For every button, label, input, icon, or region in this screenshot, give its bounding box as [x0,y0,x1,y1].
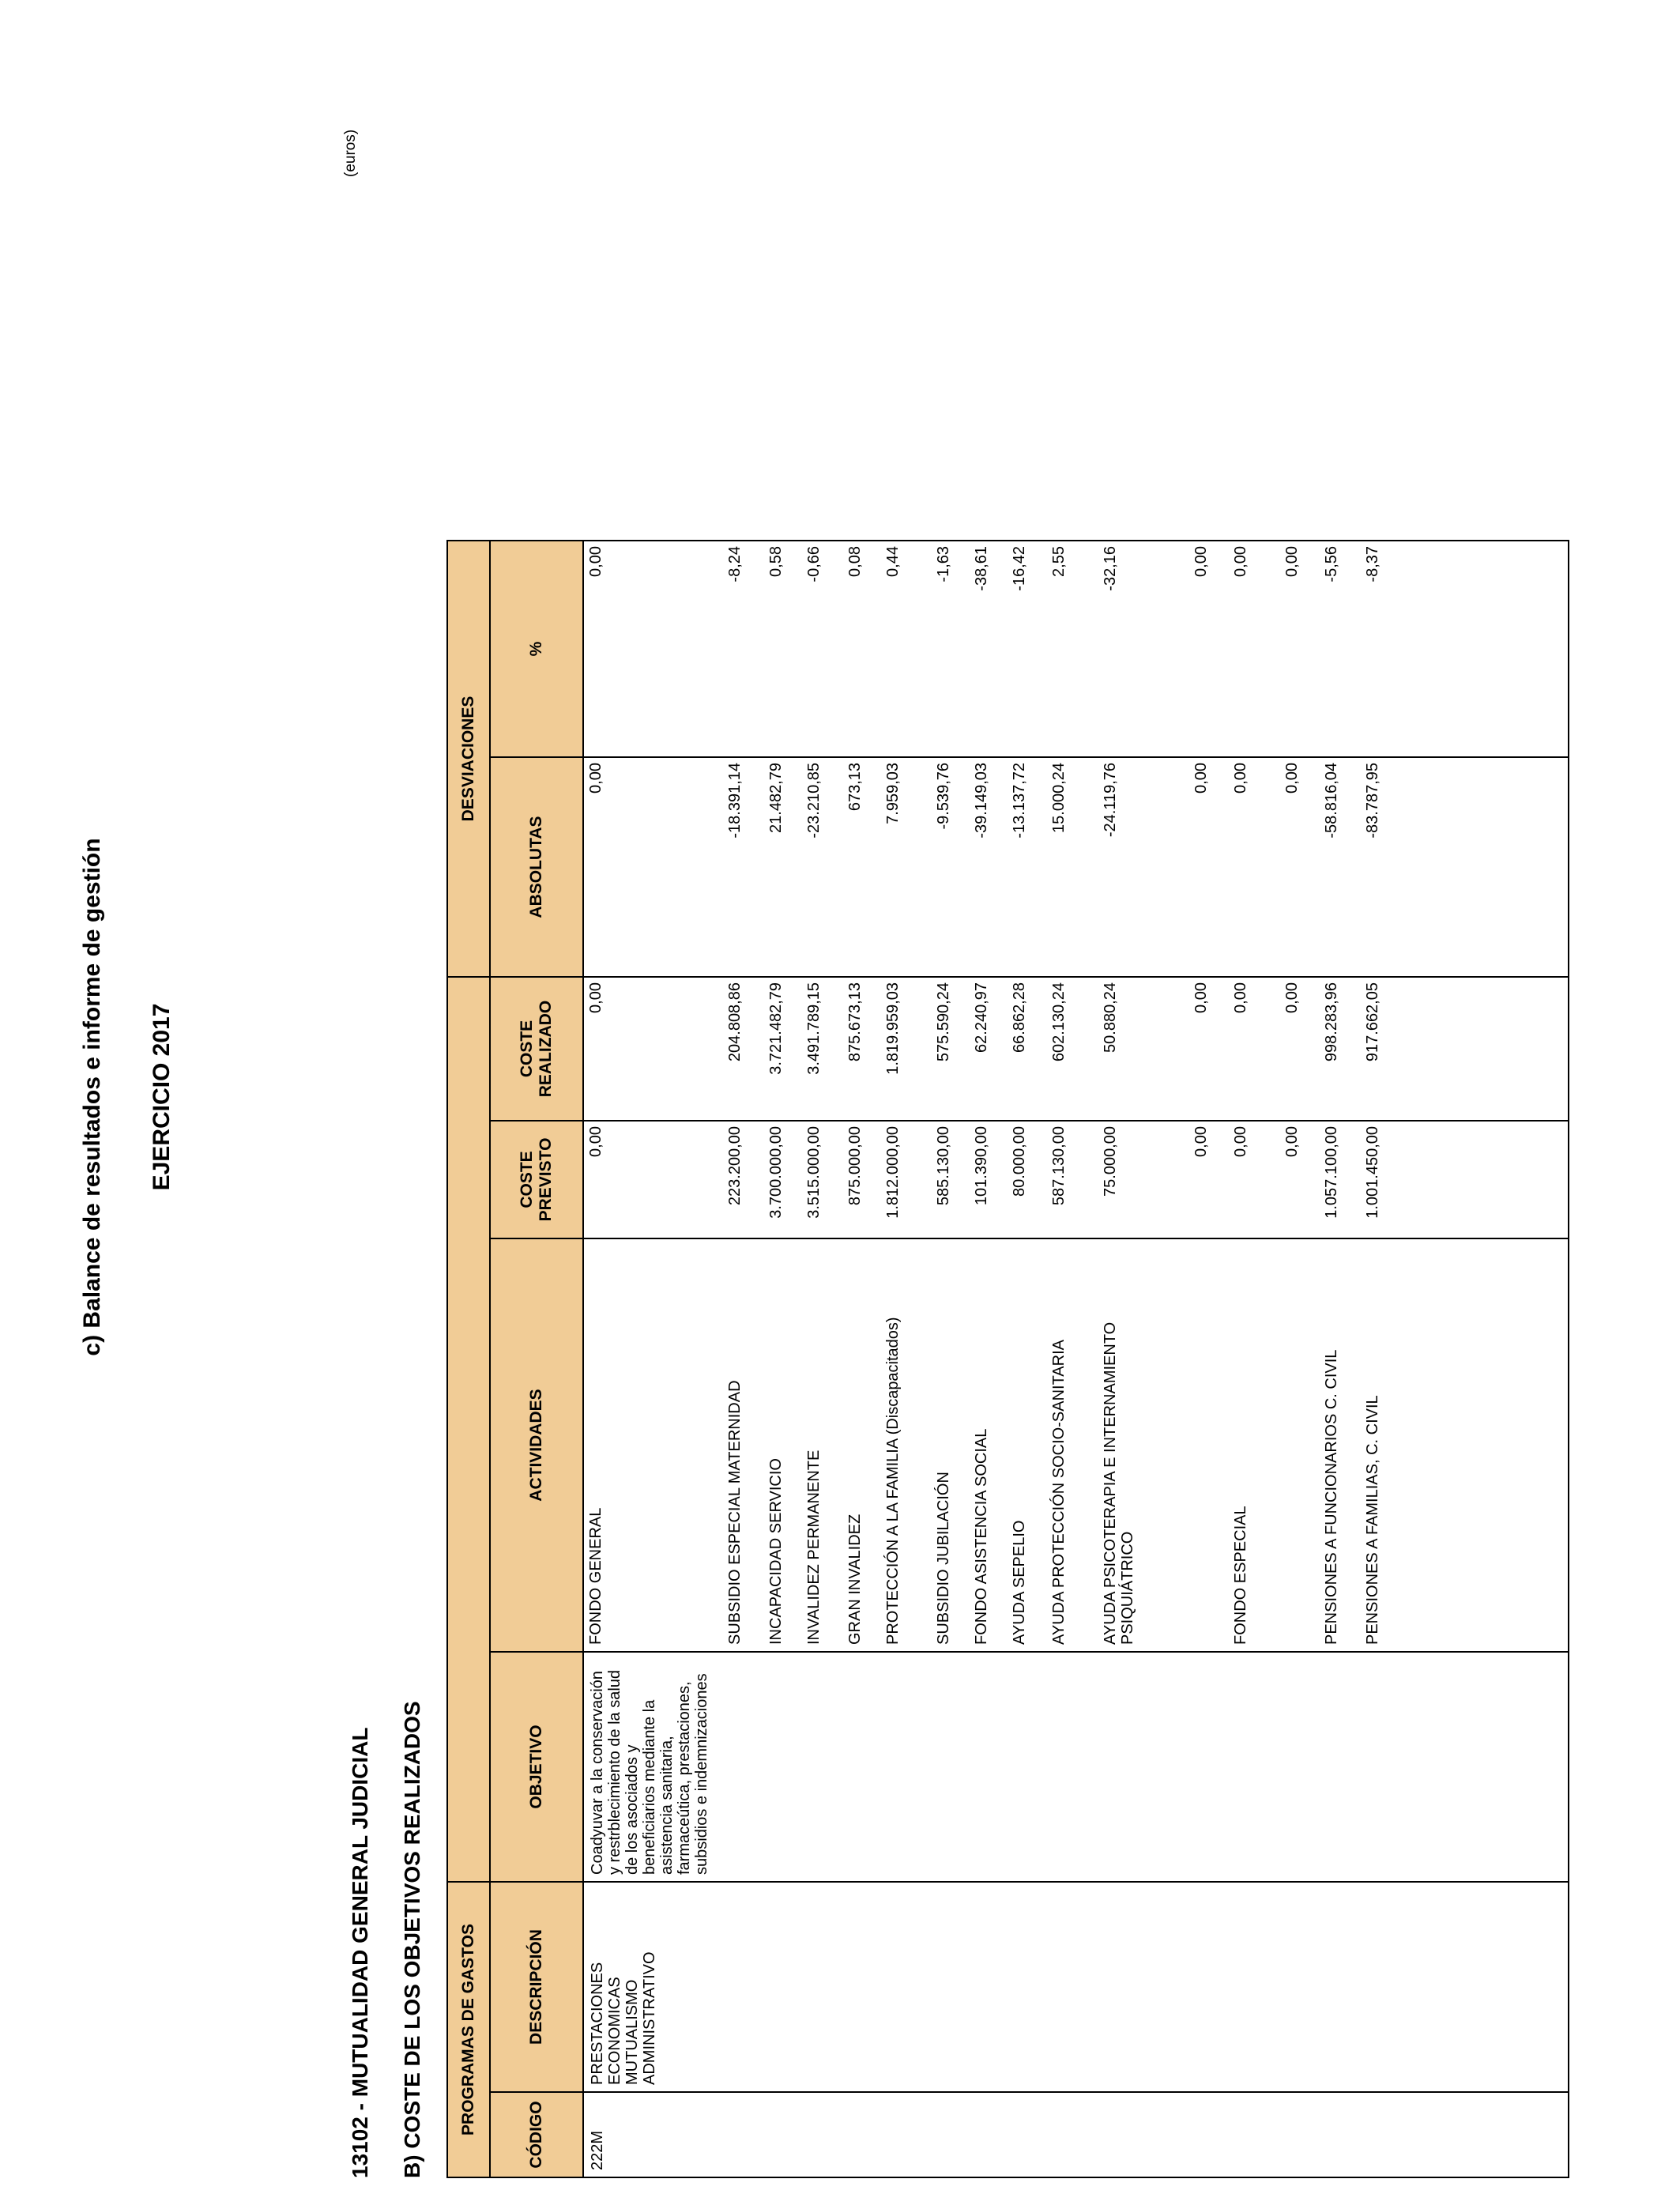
descripcion-value: PRESTACIONES ECONOMICAS MUTUALISMO ADMINISTRATIVO [589,1951,658,2085]
absolutas-value: -18.391,14 [726,763,744,839]
objetivo-cell [583,1652,1569,1882]
activity-label: AYUDA PSICOTERAPIA E INTERNAMIENTO PSIQUIÁTRICO [1102,1321,1136,1645]
activity-label: GRAN INVALIDEZ [846,1514,864,1645]
porcentaje-value: 0,00 [587,546,605,577]
activity-label: SUBSIDIO JUBILACIÓN [935,1472,952,1645]
porcentaje-cell [583,541,1569,757]
cost-table [446,540,1569,2178]
coste-realizado-value: 575.590,24 [935,982,952,1062]
absolutas-value: -13.137,72 [1011,763,1028,839]
coste-previsto-value: 0,00 [1283,1126,1301,1157]
codigo-header: CÓDIGO [490,2092,583,2177]
descripcion-cell [583,1882,1569,2092]
coste-realizado-value: 602.130,24 [1050,982,1068,1062]
blank-group-header [447,977,490,1882]
coste-realizado-value: 3.721.482,79 [767,982,785,1075]
coste-previsto-value: 3.515.000,00 [805,1126,823,1219]
porcentaje-value: -16,42 [1011,546,1028,591]
activity-label: AYUDA SEPELIO [1011,1520,1028,1645]
coste-realizado-value: 0,00 [587,982,605,1013]
coste-realizado-cell [583,977,1569,1121]
units-note: (euros) [342,129,359,177]
actividades-header: ACTIVIDADES [490,1238,583,1652]
absolutas-value: 0,00 [1283,763,1301,794]
objetivo-value: Coadyuvar a la conservación y restrblecimiento de la salud de los asociados y beneficiarios mediante la asistencia sanitaria, farmaceútica, prestaciones, subsidios e indemnizaciones [589,1669,710,1875]
absolutas-value: -24.119,76 [1102,763,1119,838]
coste-realizado-value: 66.862,28 [1011,982,1028,1053]
absolutas-value: -9.539,76 [935,763,952,830]
porcentaje-value: -38,61 [973,546,990,591]
porcentaje-value: 0,08 [846,546,864,577]
activity-label: AYUDA PROTECCIÓN SOCIO-SANITARIA [1050,1340,1068,1645]
coste-realizado-value: 50.880,24 [1102,982,1119,1053]
absolutas-value: -58.816,04 [1323,763,1340,839]
porcentaje-value: -1,63 [935,546,952,582]
codigo-value: 222M [589,2130,606,2170]
coste-previsto-value: 223.200,00 [726,1126,744,1206]
porcentaje-value: -8,37 [1364,546,1381,582]
coste-previsto-value: 0,00 [587,1126,605,1157]
absolutas-value: 0,00 [1232,763,1249,794]
porcentaje-value: 0,58 [767,546,785,577]
porcentaje-value: 0,00 [1283,546,1301,577]
coste-realizado-value: 0,00 [1232,982,1249,1013]
activity-label: INCAPACIDAD SERVICIO [767,1458,785,1645]
activity-label: FONDO GENERAL [587,1507,605,1645]
coste-realizado-header: COSTE REALIZADO [490,977,583,1121]
entity-title: 13102 - MUTUALIDAD GENERAL JUDICIAL [348,1727,372,2178]
coste-previsto-value: 101.390,00 [973,1126,990,1206]
absolutas-cell [583,757,1569,977]
coste-previsto-value: 0,00 [1232,1126,1249,1157]
porcentaje-value: -5,56 [1323,546,1340,582]
absolutas-value: -23.210,85 [805,763,823,839]
activity-label: FONDO ESPECIAL [1232,1506,1249,1645]
porcentaje-value: 2,55 [1050,546,1068,577]
absolutas-value: 7.959,03 [884,763,902,824]
coste-previsto-value: 80.000,00 [1011,1126,1028,1197]
absolutas-value: 21.482,79 [767,763,785,833]
coste-previsto-value: 1.001.450,00 [1364,1126,1381,1219]
table-row [583,541,1569,2177]
coste-previsto-cell [583,1121,1569,1238]
coste-realizado-value: 1.819.959,03 [884,982,902,1075]
porcentaje-value: -32,16 [1102,546,1119,591]
absolutas-value: 0,00 [587,763,605,794]
descripcion-header: DESCRIPCIÓN [490,1882,583,2092]
coste-previsto-value: 0,00 [1192,1126,1210,1157]
activity-label: FONDO ASISTENCIA SOCIAL [973,1428,990,1645]
coste-realizado-value: 62.240,97 [973,982,990,1053]
objetivo-header: OBJETIVO [490,1652,583,1882]
coste-realizado-value: 3.491.789,15 [805,982,823,1075]
page-title: c) Balance de resultados e informe de gestión [79,838,105,1356]
actividades-cell [583,1238,1569,1652]
coste-realizado-value: 0,00 [1192,982,1210,1013]
section-title: B) COSTE DE LOS OBJETIVOS REALIZADOS [400,1701,424,2178]
coste-realizado-value: 917.662,05 [1364,982,1381,1062]
absolutas-value: -83.787,95 [1364,763,1381,839]
coste-previsto-header: COSTE PREVISTO [490,1121,583,1238]
coste-previsto-value: 875.000,00 [846,1126,864,1206]
absolutas-value: 673,13 [846,763,864,812]
porcentaje-value: 0,00 [1232,546,1249,577]
coste-previsto-value: 1.812.000,00 [884,1126,902,1219]
absolutas-value: -39.149,03 [973,763,990,839]
porcentaje-header: % [490,541,583,757]
activity-label: PROTECCIÓN A LA FAMILIA (Discapacitados) [884,1317,902,1645]
absolutas-value: 15.000,24 [1050,763,1068,833]
coste-realizado-value: 998.283,96 [1323,982,1340,1062]
absolutas-value: 0,00 [1192,763,1210,794]
activity-label: INVALIDEZ PERMANENTE [805,1449,823,1645]
porcentaje-value: 0,00 [1192,546,1210,577]
coste-previsto-value: 585.130,00 [935,1126,952,1206]
codigo-cell [583,2092,1569,2177]
activity-label: SUBSIDIO ESPECIAL MATERNIDAD [726,1380,744,1645]
programas-group-header: PROGRAMAS DE GASTOS [447,1882,490,2177]
porcentaje-value: -8,24 [726,546,744,582]
activity-label: PENSIONES A FAMILIAS, C. CIVIL [1364,1395,1381,1645]
coste-realizado-value: 204.808,86 [726,982,744,1062]
porcentaje-value: -0,66 [805,546,823,582]
coste-previsto-value: 1.057.100,00 [1323,1126,1340,1219]
coste-previsto-value: 75.000,00 [1102,1126,1119,1197]
coste-previsto-value: 3.700.000,00 [767,1126,785,1219]
coste-realizado-value: 875.673,13 [846,982,864,1062]
activity-label: PENSIONES A FUNCIONARIOS C. CIVIL [1323,1349,1340,1645]
coste-realizado-value: 0,00 [1283,982,1301,1013]
porcentaje-value: 0,44 [884,546,902,577]
coste-previsto-value: 587.130,00 [1050,1126,1068,1206]
fiscal-year: EJERCICIO 2017 [149,1003,175,1191]
absolutas-header: ABSOLUTAS [490,757,583,977]
desviaciones-group-header: DESVIACIONES [447,541,490,977]
